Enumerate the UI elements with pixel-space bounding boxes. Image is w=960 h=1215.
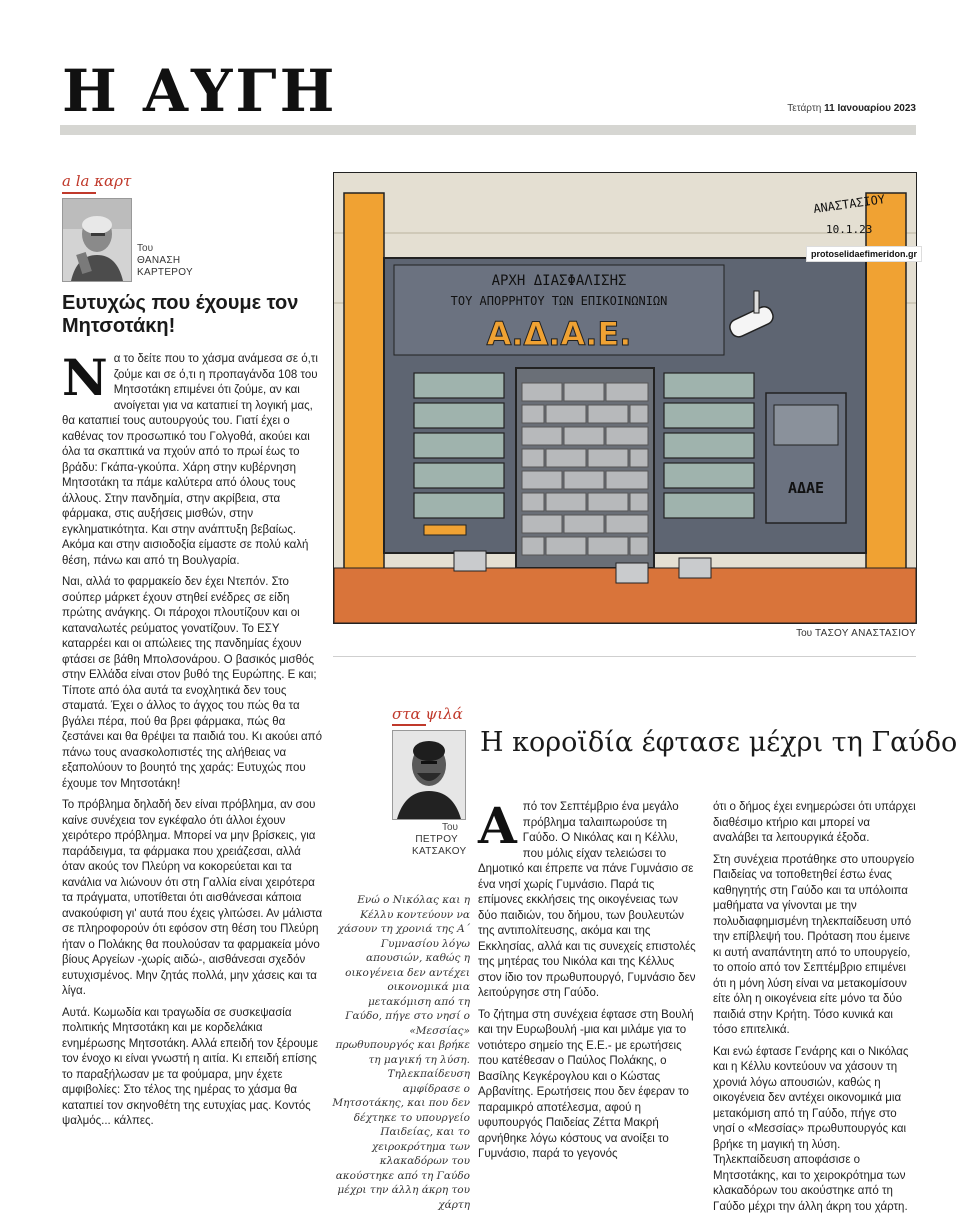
drop-cap: Ν: [62, 356, 108, 400]
drop-cap-2: Α: [478, 804, 517, 848]
plaque-text: ΑΔΑΕ: [788, 479, 824, 497]
author-last-name: ΚΑΡΤΕΡΟΥ: [137, 267, 193, 279]
paragraph-text: πό τον Σεπτέμβριο ένα μεγάλο πρόβλημα ταλαιπωρούσε τη Γαύδο. Ο Νικόλας και η Κέλλυ, που μόλις είχαν τελειώσει το Δημοτικό και έπρεπε να πάνε Γυμνάσιο σε ένα νησί χωρίς Γυμνάσιο. Παρά τις επίμονες εκκλήσεις της οικογένειας των δύο παιδιών, του δήμου, των βουλευτών της αντιπολίτευσης, ακόμα και της Εκκλησίας, αλλά και τις συνεχείς επιστολές της μητέρας του Νικόλα και της Κέλλυς στον ίδιο τον πρωθυπουργό, Γυμνάσιο δεν λειτούργησε στη Γαύδο.: [478, 801, 696, 999]
article-body-3: [713, 800, 918, 1150]
portrait-image-2: [393, 731, 465, 819]
byline-katsakos: [412, 822, 458, 858]
article-body-2: [478, 800, 696, 1150]
kicker-underline-2: [392, 724, 426, 726]
left-windows: [414, 373, 504, 518]
author-first-name: ΘΑΝΑΣΗ: [137, 255, 193, 267]
date-weekday: Τετάρτη: [787, 103, 821, 114]
issue-date: [787, 103, 916, 114]
cartoon-sign-abbr: Α.Δ.Α.Ε.: [487, 315, 632, 353]
author-photo-katsakos: [392, 730, 466, 820]
author-last-name-2: ΚΑΤΣΑΚΟΥ: [412, 846, 458, 858]
cartoon-sign-line1: ΑΡΧΗ ΔΙΑΣΦΑΛΙΣΗΣ: [492, 273, 627, 289]
paragraph: Το πρόβλημα δηλαδή δεν είναι πρόβλημα, αν σου καίνε συνέχεια τον εγκέφαλο ότι άλλοι έχουν χειρότερο πρόβλημα. Μπορεί να μην βρίσκεις, για παράδειγμα, τα φάρμακα που χρειάζεσαι, αλλά όταν ακούς τον Πλεύρη να κοκορεύεται και τα κανάλια να λιώνουν ότι στη Γαλλία είναι χειρότερα τα πράγματα, υποτίθεται ότι αισθάνεσαι κάποια ανακούφιση γι' αυτά που έχεις γλιτώσει. Αν μάλιστα σε πληροφορούν ότι εφόσον στη θέση του Πλεύρη ήταν ο Πολάκης θα πουλούσαν τα φαρμακεία μόνο βίους Αργείων -χωρίς αιδώ-, αισθάνεσαι σχεδόν ευτυχισμένος. Μην ζητάς πολλά, μην χάσεις και τα λίγα.: [62, 798, 324, 1000]
mail-slot: [424, 525, 466, 535]
right-windows: [664, 373, 754, 518]
masthead-rule: [60, 125, 916, 135]
article-headline-1: Ευτυχώς που έχουμε τον Μητσοτάκη!: [62, 292, 322, 338]
paragraph: [62, 352, 324, 569]
byline-prefix: Του: [137, 243, 193, 255]
editorial-cartoon: [333, 172, 917, 624]
portrait-image: [63, 199, 131, 281]
paragraph: Ναι, αλλά το φαρμακείο δεν έχει Ντεπόν. Στο σούπερ μάρκετ έχουν στηθεί ενέδρες σε είδη πρώτης ανάγκης. Οι πάροχοι πλουτίζουν και οι καταναλωτές ρεύματος γονατίζουν. Το ΕΣΥ καταρρέει και οι απώλειες της πανδημίας έχουν φτάσει σε βάθη Μπολσονάρου. Ο βασικός μισθός στην Ελλάδα είναι στον βυθό της Ευρώπης. Ε και; Τίποτε από όλα αυτά τα ενοχλητικά δεν τους σταματά. Έχει ο άλλος το άγχος του πώς θα τα βγάλει πέρα, πού θα βρει φάρμακα, πώς θα ζεστάνει και θα θρέψει τα παιδιά του. Κι ακούει από πάνω τους ανασκολοπιστές της αλήθειας να εξαπολύουν το βουητό της χαράς: Ευτυχώς που έχουμε τον Μητσοτάκη!: [62, 575, 324, 792]
article-body-1: [62, 352, 324, 1152]
bricked-doorway: [516, 368, 654, 568]
section-divider: [333, 656, 916, 657]
credit-prefix: Του: [796, 628, 812, 639]
cartoon-signature-date: 10.1.23: [826, 223, 872, 236]
column-kicker: a la καρτ: [62, 172, 131, 190]
byline-prefix-2: Του: [412, 822, 458, 834]
cartoon-illustration: [334, 173, 916, 623]
date-day: 11 Ιανουαρίου 2023: [824, 103, 916, 114]
cartoon-sign-line2: ΤΟΥ ΑΠΟΡΡΗΤΟΥ ΤΩΝ ΕΠΙΚΟΙΝΩΝΙΩΝ: [451, 294, 668, 308]
column-kicker-2: στα ψιλά: [392, 705, 463, 723]
plaque: [766, 393, 846, 523]
article-headline-2: Η κοροϊδία έφτασε μέχρι τη Γαύδο: [480, 726, 957, 760]
pull-quote: Ενώ ο Νικόλας και η Κέλλυ κοντεύουν να χάσουν τη χρονιά της Α΄ Γυμνασίου λόγω απουσιών, καθώς η οικογένεια δεν αντέχει οικονομικά μια μετακόμιση από τη Γαύδο, πήγε στο νησί ο «Μεσσίας» πρωθυπουργός και βρήκε τη μαγική τη λύση. Τηλεκπαίδευση αμφίδρασε ο Μητσοτάκης, και που δεν δέχτηκε το υπουργείο Παιδείας, και το χειροκρότημα των κλακαδόρων του ακούστηκε από τη Γαύδο μέχρι την άλλη άκρη του χάρτη: [330, 893, 470, 1212]
paragraph: Το ζήτημα στη συνέχεια έφτασε στη Βουλή και την Ευρωβουλή -μια και μιλάμε για το νοτιότερο σημείο της Ε.Ε.- με ερωτήσεις που κατέθεσαν ο Παύλος Πολάκης, ο Βασίλης Κεγκέρογλου και ο Κώστας Αρβανίτης. Ερωτήσεις που δεν έφεραν το παραμικρό αποτέλεσμα, αφού η υφυπουργός Παιδείας Ζέττα Μακρή αρνήθηκε λόγω κόστους να ανοίξει το Γυμνάσιο, παρά το γεγονός: [478, 1008, 696, 1163]
paragraph: Και ενώ έφτασε Γενάρης και ο Νικόλας και η Κέλλυ κοντεύουν να χάσουν τη χρονιά λόγω απουσιών, καθώς η οικογένεια δεν αντέχει οικονομικά μια μετακόμιση από τη Γαύδο, πήγε στο νησί ο «Μεσσίας» πρωθυπουργός και βρήκε τη μαγική τη λύση. Τηλεκπαίδευση αποφάσισε ο Μητσοτάκης, και το χειροκρότημα των κλακαδόρων του ακούστηκε από τη Γαύδο μέχρι την άλλη άκρη του χάρτη.: [713, 1045, 918, 1215]
masthead: Η ΑΥΓΗ: [62, 58, 337, 124]
paragraph: [478, 800, 696, 1002]
author-photo-karteros: [62, 198, 132, 282]
kicker-underline: [62, 192, 96, 194]
author-first-name-2: ΠΕΤΡΟΥ: [412, 834, 458, 846]
paragraph-text: α το δείτε που το χάσμα ανάμεσα σε ό,τι ζούμε και σε ό,τι η προπαγάνδα 108 του Μητσοτάκη επιμένει ότι ζούμε, αν και ανοίγεται για να καταπιεί τη λογική μας, θα καταπιεί τους αυτουργούς του. Γιατί έχει ο καθένας τον προσωπικό του Γολγοθά, ακούει και όλα τα σκαπτικά να πχούν από το πρωί έως το βράδυ: Γκάπα-γκούπα. Χάρη στην κυβέρνηση Μητσοτάκη τα πάμε καλύτερα από όλους τους άλλους. Στην πανδημία, στην ακρίβεια, στα φάρμακα, στις αυξήσεις μισθών, στην εγκληματικότητα. Και στην ανάπτυξη βεβαίως. Ακόμα και στην αισιοδοξία είμαστε σε πολύ καλή θέση, πάνω και από τη Βουλγαρία.: [62, 353, 318, 567]
cartoon-signature: ΑΝΑΣΤΑΣΙΟΥ: [812, 192, 886, 216]
paragraph: Στη συνέχεια προτάθηκε στο υπουργείο Παιδείας να τοποθετηθεί έστω ένας καθηγητής στη Γαύδο και τα υπόλοιπα μαθήματα να γίνονται με την πολυδιαφημισμένη τηλεκπαίδευση υπό την επίβλεψή του. Πρόταση που έμεινε κι αυτή αναπάντητη από το υπουργείο, το οποίο από τον Σεπτέμβριο επιμένει ότι η μόνη λύση είναι να μετακομίσουν είτε όλη η οικογένεια είτε μόνο τα δύο παιδιά στην Κρήτη. Τόσο κυνικά και τόσο επιτελικά.: [713, 853, 918, 1039]
watermark: protoselidaefimeridon.gr: [806, 246, 922, 262]
paragraph: Αυτά. Κωμωδία και τραγωδία σε συσκεψασία πολιτικής Μητσοτάκη και με κορδελάκια ενημέρωσης Μητσοτάκη. Αλλά επειδή τον ξέρουμε τον ένοχο κι είναι γνωστή η αιτία. Κι επειδή επίσης το παραξήλωσαν με τα φούμαρα, μην έχετε αμφιβολίες: Στο τέλος της ημέρας το χάσμα θα καταπιεί τον σκηνοθέτη της ευτυχίας μας. Κοντός ψαλμός... κάλπες.: [62, 1006, 324, 1130]
credit-name: ΤΑΣΟΥ ΑΝΑΣΤΑΣΙΟΥ: [815, 628, 916, 639]
byline-karteros: [137, 243, 193, 279]
cartoon-credit: [796, 628, 916, 639]
paragraph: ότι ο δήμος έχει ενημερώσει ότι υπάρχει διαθέσιμο κτήριο και μπορεί να αναλάβει τα λειτουργικά έξοδα.: [713, 800, 918, 847]
